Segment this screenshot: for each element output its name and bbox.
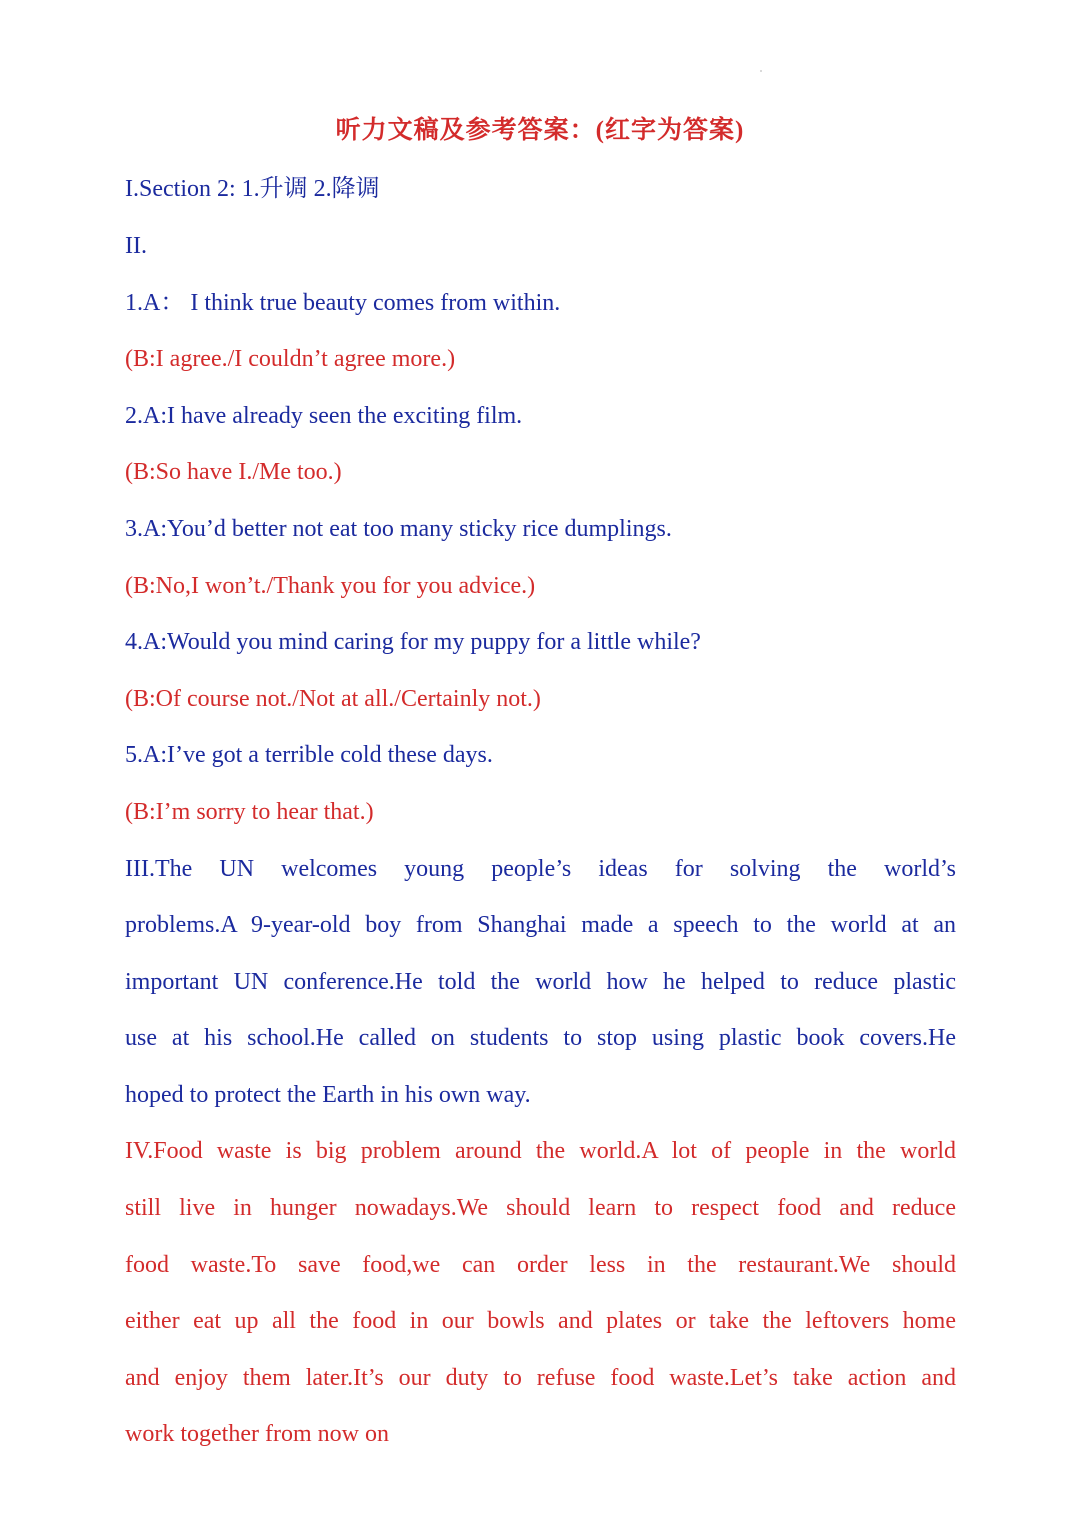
section-4-line: either eat up all the food in our bowls and plates or take the leftovers home bbox=[125, 1308, 956, 1334]
section-4-line: work together from now on bbox=[125, 1421, 389, 1447]
section-3-line: problems.A 9-year-old boy from Shanghai made a speech to the world at an bbox=[125, 912, 956, 938]
dialogue-4-answer: (B:Of course not./Not at all./Certainly not.) bbox=[125, 686, 541, 712]
section-3-line: hoped to protect the Earth in his own way. bbox=[125, 1082, 531, 1108]
dialogue-4-question: 4.A:Would you mind caring for my puppy for a little while? bbox=[125, 629, 701, 655]
dialogue-1-question: 1.A： I think true beauty comes from within. bbox=[125, 290, 561, 316]
dialogue-2-answer: (B:So have I./Me too.) bbox=[125, 459, 342, 485]
section-1-line: I.Section 2: 1.升调 2.降调 bbox=[125, 176, 380, 202]
section-3-line: important UN conference.He told the world how he helped to reduce plastic bbox=[125, 969, 956, 995]
scan-speck bbox=[760, 70, 762, 72]
dialogue-5-question: 5.A:I’ve got a terrible cold these days. bbox=[125, 742, 493, 768]
section-4-line: and enjoy them later.It’s our duty to refuse food waste.Let’s take action and bbox=[125, 1365, 956, 1391]
dialogue-3-answer: (B:No,I won’t./Thank you for you advice.) bbox=[125, 573, 536, 599]
dialogue-2-question: 2.A:I have already seen the exciting film. bbox=[125, 403, 523, 429]
section-4-line: IV.Food waste is big problem around the world.A lot of people in the world bbox=[125, 1138, 956, 1164]
dialogue-1-answer: (B:I agree./I couldn’t agree more.) bbox=[125, 346, 456, 372]
page-title: 听力文稿及参考答案：(红字为答案) bbox=[335, 117, 745, 144]
section-2-heading: II. bbox=[125, 233, 147, 259]
section-4-line: still live in hunger nowadays.We should learn to respect food and reduce bbox=[125, 1195, 956, 1221]
dialogue-5-answer: (B:I’m sorry to hear that.) bbox=[125, 799, 374, 825]
section-3-line: III.The UN welcomes young people’s ideas for solving the world’s bbox=[125, 856, 956, 882]
dialogue-3-question: 3.A:You’d better not eat too many sticky rice dumplings. bbox=[125, 516, 672, 542]
section-4-line: food waste.To save food,we can order less in the restaurant.We should bbox=[125, 1252, 956, 1278]
section-3-line: use at his school.He called on students to stop using plastic book covers.He bbox=[125, 1025, 956, 1051]
